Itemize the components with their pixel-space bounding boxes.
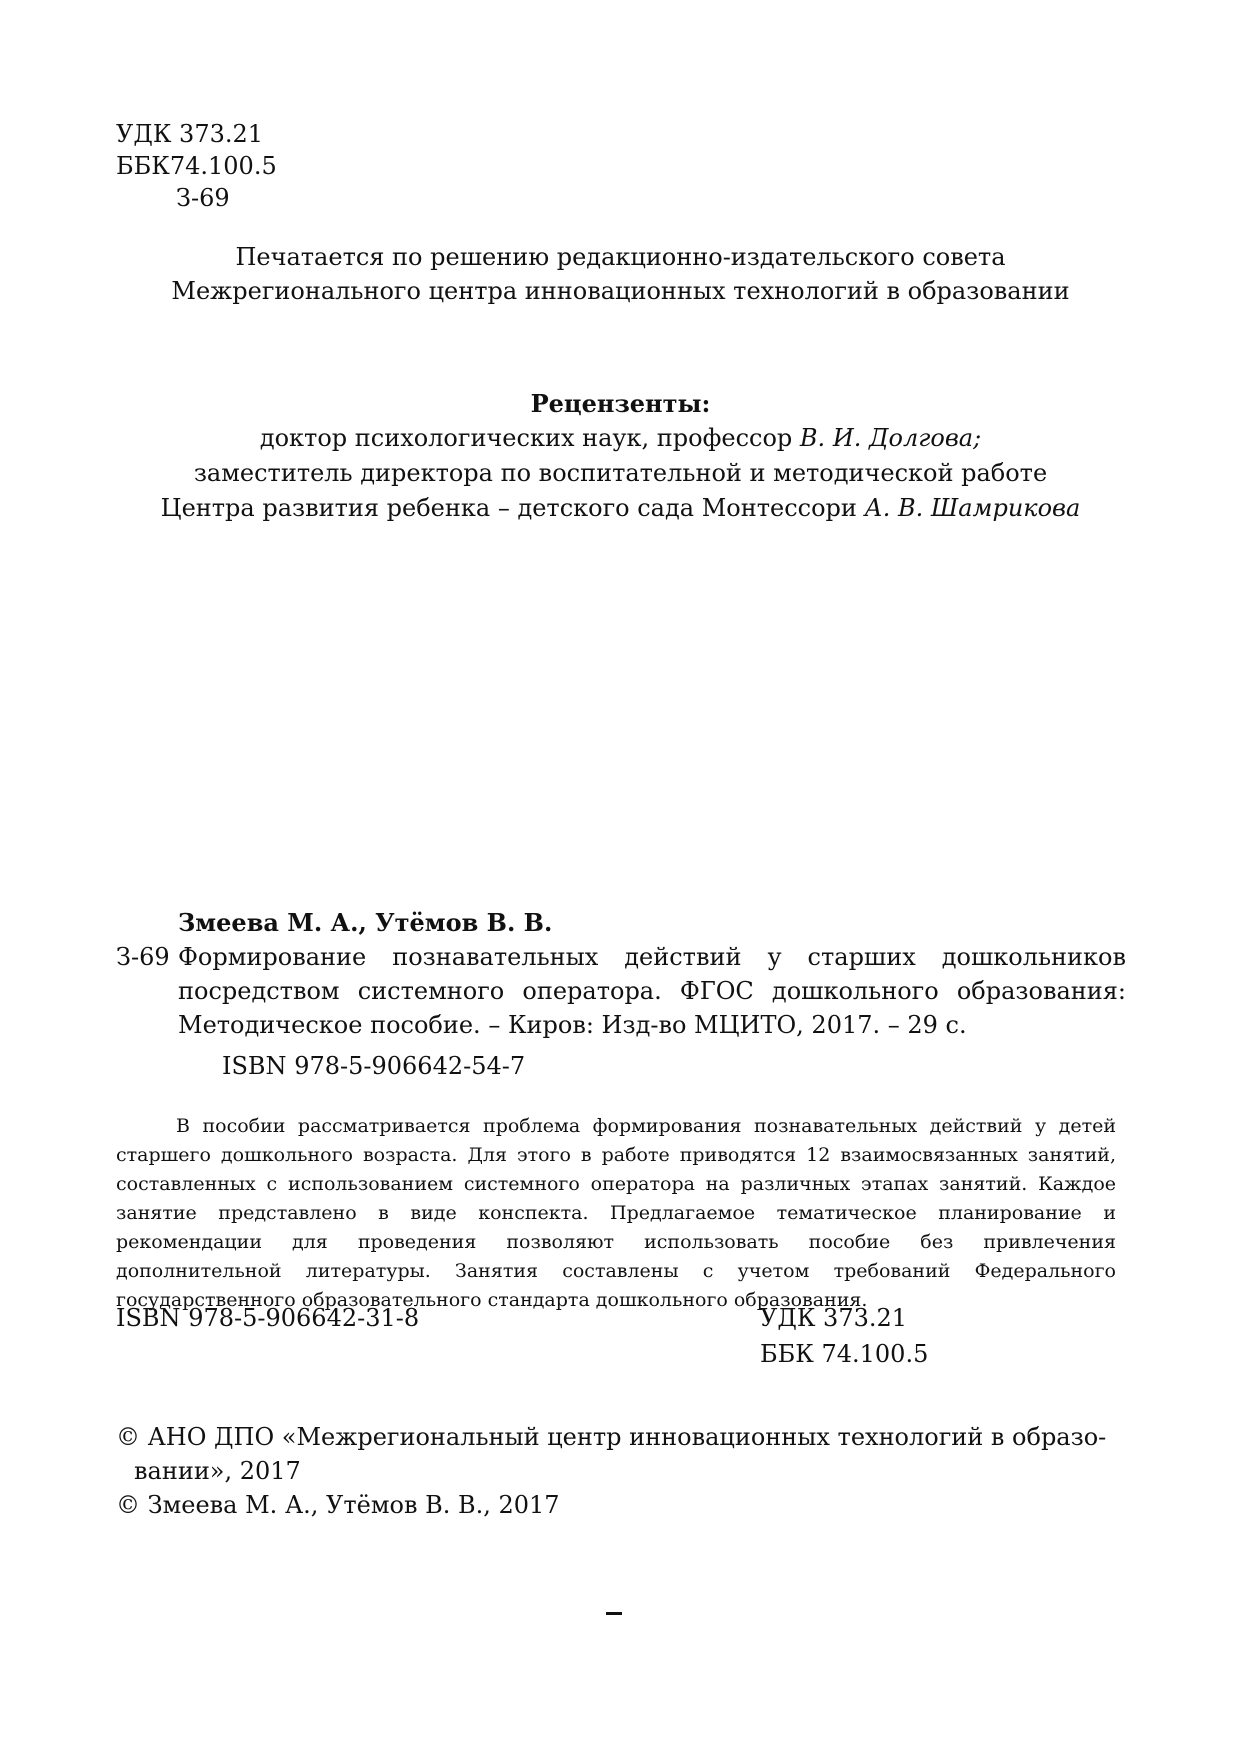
bibliographic-code: З-69 xyxy=(116,943,170,971)
page-dash-mark xyxy=(606,1612,622,1615)
author-mark: З-69 xyxy=(176,184,230,212)
bibliographic-line: Формирование познавательных действий у старших дошкольников xyxy=(178,943,1126,971)
reviewer-line-3 xyxy=(0,491,1241,526)
bibliographic-line: Методическое пособие. – Киров: Изд-во МЦИТО, 2017. – 29 с. xyxy=(178,1011,967,1039)
reviewers-block xyxy=(0,386,1241,526)
bibliographic-text xyxy=(178,940,1126,1042)
publication-note-line: Печатается по решению редакционно-издательского совета xyxy=(235,243,1006,271)
reviewers-heading: Рецензенты: xyxy=(530,389,711,418)
copyright-org-cont: вании», 2017 xyxy=(134,1457,301,1485)
series-isbn: ISBN 978-5-906642-54-7 xyxy=(222,1052,526,1080)
bibliographic-authors: Змеева М. А., Утёмов В. В. xyxy=(178,908,553,937)
reviewer-1-title: доктор психологических наук, профессор xyxy=(259,424,800,452)
copyright-authors: © Змеева М. А., Утёмов В. В., 2017 xyxy=(116,1491,560,1519)
bbk-code: ББК74.100.5 xyxy=(116,152,277,180)
reviewer-2-name: А. В. Шамрикова xyxy=(864,494,1081,522)
abstract-paragraph: В пособии рассматривается проблема формирования познавательных действий у детей старшего дошкольного возраста. Для этого в работе приводятся 12 взаимосвязанных занятий, составленных с использованием системного оператора на различных этапах занятий. Каждое занятие представлено в виде конспекта. Предлагаемое тематическое планирование и рекомендации для проведения позволяют использовать пособие без привлечения дополнительной литературы. Занятия составлены с учетом требований Федерального государственного образовательного стандарта дошкольного образования. xyxy=(116,1115,1116,1311)
reviewer-1-name: В. И. Долгова; xyxy=(799,424,982,452)
bibliographic-line: посредством системного оператора. ФГОС дошкольного образования: xyxy=(178,977,1126,1005)
reviewer-line-1 xyxy=(0,421,1241,456)
udk-code: УДК 373.21 xyxy=(116,120,264,148)
bibliographic-entry xyxy=(116,906,1126,1042)
copyright-org: © АНО ДПО «Межрегиональный центр инновационных технологий в образо- xyxy=(116,1423,1107,1451)
isbn: ISBN 978-5-906642-31-8 xyxy=(116,1304,420,1332)
reviewer-line-2: заместитель директора по воспитательной и методической работе xyxy=(193,459,1048,487)
footer-bbk: ББК 74.100.5 xyxy=(760,1340,929,1368)
footer-udk: УДК 373.21 xyxy=(760,1304,908,1332)
bibliographic-description xyxy=(116,940,1126,1042)
reviewer-2-title: Центра развития ребенка – детского сада Монтессори xyxy=(160,494,865,522)
publication-note xyxy=(0,240,1241,308)
publication-note-line: Межрегионального центра инновационных технологий в образовании xyxy=(171,277,1070,305)
copyright-block xyxy=(116,1420,1126,1522)
